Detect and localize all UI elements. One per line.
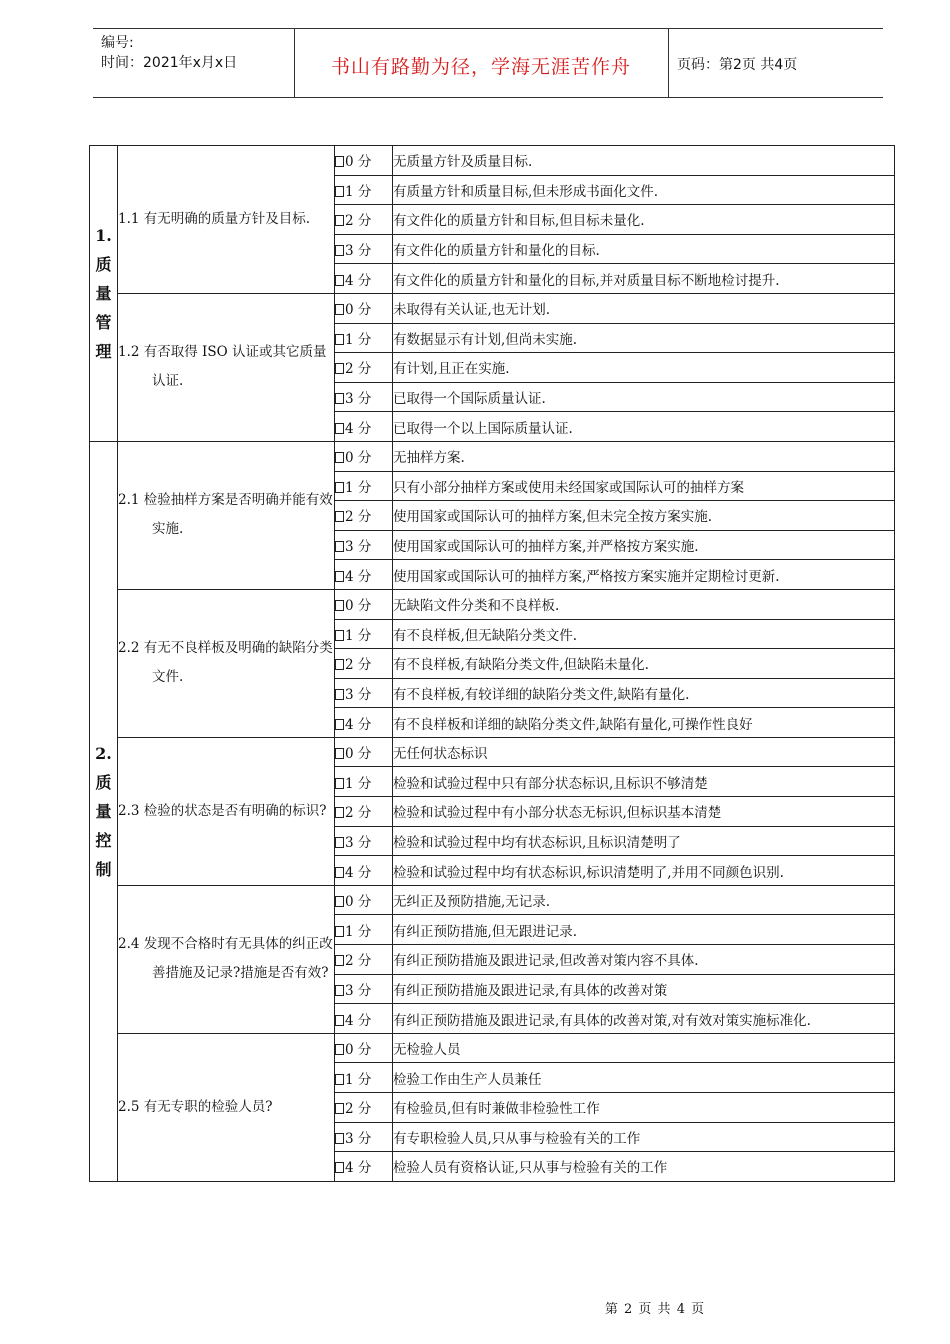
category-label: 2. 质 量 控 制 [95, 743, 112, 879]
criterion-cell [118, 1033, 335, 1181]
table-row [90, 1033, 895, 1063]
criterion-cell [118, 293, 335, 441]
score-label: 1 分 [345, 479, 372, 496]
score-option[interactable] [335, 1122, 393, 1152]
checkbox-icon[interactable] [335, 778, 344, 789]
score-option[interactable] [335, 678, 393, 708]
score-label: 3 分 [345, 243, 372, 260]
table-row [90, 293, 895, 323]
score-label: 2 分 [345, 361, 372, 378]
score-option[interactable] [335, 649, 393, 679]
score-description: 无纠正及预防措施,无记录. [393, 885, 895, 915]
score-option[interactable] [335, 293, 393, 323]
score-option[interactable] [335, 589, 393, 619]
header-divider [668, 29, 669, 97]
header-meta [101, 33, 237, 73]
score-label: 2 分 [345, 657, 372, 674]
score-option[interactable] [335, 737, 393, 767]
checkbox-icon[interactable] [335, 985, 344, 996]
score-description: 使用国家或国际认可的抽样方案,严格按方案实施并定期检讨更新. [393, 560, 895, 590]
checkbox-icon[interactable] [335, 304, 344, 315]
checkbox-icon[interactable] [335, 334, 344, 345]
table-row [90, 885, 895, 915]
table-row [90, 589, 895, 619]
score-option[interactable] [335, 175, 393, 205]
checkbox-icon[interactable] [335, 1044, 344, 1055]
table-row [90, 146, 895, 176]
score-label: 4 分 [345, 272, 372, 289]
checkbox-icon[interactable] [335, 452, 344, 463]
header-time-label: 时间：2021年x月x日 [101, 55, 238, 71]
score-option[interactable] [335, 146, 393, 176]
checkbox-icon[interactable] [335, 393, 344, 404]
score-option[interactable] [335, 856, 393, 886]
score-option[interactable] [335, 797, 393, 827]
category-cell [90, 441, 118, 1181]
score-option[interactable] [335, 708, 393, 738]
score-description: 有不良样板,有较详细的缺陷分类文件,缺陷有量化. [393, 678, 895, 708]
score-description: 使用国家或国际认可的抽样方案,并严格按方案实施. [393, 530, 895, 560]
score-description: 未取得有关认证,也无计划. [393, 293, 895, 323]
score-description: 有检验员,但有时兼做非检验性工作 [393, 1093, 895, 1123]
checkbox-icon[interactable] [335, 719, 344, 730]
score-description: 检验人员有资格认证,只从事与检验有关的工作 [393, 1152, 895, 1182]
score-label: 0 分 [345, 154, 372, 171]
score-label: 2 分 [345, 213, 372, 230]
score-label: 3 分 [345, 982, 372, 999]
score-description: 有文件化的质量方针和量化的目标,并对质量目标不断地检讨提升. [393, 264, 895, 294]
criterion-title: 2.1 检验抽样方案是否明确并能有效实施. [118, 492, 333, 538]
score-option[interactable] [335, 767, 393, 797]
table-row [90, 737, 895, 767]
score-label: 3 分 [345, 539, 372, 556]
score-option[interactable] [335, 560, 393, 590]
checkbox-icon[interactable] [335, 482, 344, 493]
score-label: 2 分 [345, 1101, 372, 1118]
page-header [93, 28, 883, 98]
score-description: 检验和试验过程中只有部分状态标识,且标识不够清楚 [393, 767, 895, 797]
score-description: 有专职检验人员,只从事与检验有关的工作 [393, 1122, 895, 1152]
checkbox-icon[interactable] [335, 1015, 344, 1026]
checkbox-icon[interactable] [335, 363, 344, 374]
score-label: 3 分 [345, 686, 372, 703]
score-description: 有文件化的质量方针和目标,但目标未量化. [393, 205, 895, 235]
criterion-title: 2.4 发现不合格时有无具体的纠正改善措施及记录?措施是否有效? [118, 936, 333, 982]
score-label: 4 分 [345, 420, 372, 437]
score-label: 1 分 [345, 923, 372, 940]
score-label: 0 分 [345, 302, 372, 319]
checkbox-icon[interactable] [335, 689, 344, 700]
score-description: 有不良样板和详细的缺陷分类文件,缺陷有量化,可操作性良好 [393, 708, 895, 738]
score-description: 只有小部分抽样方案或使用未经国家或国际认可的抽样方案 [393, 471, 895, 501]
score-option[interactable] [335, 471, 393, 501]
score-option[interactable] [335, 826, 393, 856]
score-description: 已取得一个国际质量认证. [393, 382, 895, 412]
score-label: 1 分 [345, 331, 372, 348]
checkbox-icon[interactable] [335, 1074, 344, 1085]
score-label: 1 分 [345, 775, 372, 792]
checkbox-icon[interactable] [335, 600, 344, 611]
score-description: 有纠正预防措施,但无跟进记录. [393, 915, 895, 945]
score-label: 0 分 [345, 450, 372, 467]
criterion-cell [118, 441, 335, 589]
score-label: 0 分 [345, 746, 372, 763]
checkbox-icon[interactable] [335, 955, 344, 966]
checkbox-icon[interactable] [335, 867, 344, 878]
score-option[interactable] [335, 974, 393, 1004]
checkbox-icon[interactable] [335, 807, 344, 818]
checkbox-icon[interactable] [335, 215, 344, 226]
header-motto: 书山有路勤为径，学海无涯苦作舟 [330, 56, 631, 78]
checkbox-icon[interactable] [335, 837, 344, 848]
score-description: 已取得一个以上国际质量认证. [393, 412, 895, 442]
score-option[interactable] [335, 1152, 393, 1182]
score-option[interactable] [335, 530, 393, 560]
score-label: 3 分 [345, 1130, 372, 1147]
score-description: 有纠正预防措施及跟进记录,有具体的改善对策 [393, 974, 895, 1004]
criterion-title: 2.5 有无专职的检验人员? [118, 1098, 273, 1115]
criterion-cell [118, 589, 335, 737]
score-description: 有质量方针和质量目标,但未形成书面化文件. [393, 175, 895, 205]
score-label: 4 分 [345, 716, 372, 733]
checkbox-icon[interactable] [335, 926, 344, 937]
header-page-label: 页码：第2页 共4页 [677, 57, 798, 73]
score-label: 4 分 [345, 1160, 372, 1177]
table-row [90, 441, 895, 471]
score-label: 1 分 [345, 627, 372, 644]
checkbox-icon[interactable] [335, 275, 344, 286]
checkbox-icon[interactable] [335, 1162, 344, 1173]
score-description: 无检验人员 [393, 1033, 895, 1063]
score-option[interactable] [335, 1004, 393, 1034]
score-label: 1 分 [345, 1071, 372, 1088]
score-option[interactable] [335, 412, 393, 442]
criterion-cell [118, 146, 335, 294]
category-cell [90, 146, 118, 442]
score-description: 有不良样板,但无缺陷分类文件. [393, 619, 895, 649]
score-description: 有纠正预防措施及跟进记录,有具体的改善对策,对有效对策实施标准化. [393, 1004, 895, 1034]
score-label: 4 分 [345, 568, 372, 585]
criterion-cell [118, 885, 335, 1033]
score-label: 1 分 [345, 183, 372, 200]
score-description: 有纠正预防措施及跟进记录,但改善对策内容不具体. [393, 945, 895, 975]
score-description: 使用国家或国际认可的抽样方案,但未完全按方案实施. [393, 501, 895, 531]
score-option[interactable] [335, 501, 393, 531]
score-option[interactable] [335, 885, 393, 915]
score-description: 有数据显示有计划,但尚未实施. [393, 323, 895, 353]
criterion-cell [118, 737, 335, 885]
score-label: 0 分 [345, 894, 372, 911]
header-number-label: 编号: [101, 35, 134, 51]
checkbox-icon[interactable] [335, 423, 344, 434]
score-label: 2 分 [345, 509, 372, 526]
score-description: 检验和试验过程中均有状态标识,且标识清楚明了 [393, 826, 895, 856]
checkbox-icon[interactable] [335, 630, 344, 641]
score-label: 2 分 [345, 805, 372, 822]
score-label: 4 分 [345, 864, 372, 881]
checkbox-icon[interactable] [335, 511, 344, 522]
score-label: 4 分 [345, 1012, 372, 1029]
score-option[interactable] [335, 264, 393, 294]
score-option[interactable] [335, 441, 393, 471]
score-description: 有计划,且正在实施. [393, 353, 895, 383]
checkbox-icon[interactable] [335, 896, 344, 907]
score-description: 无任何状态标识 [393, 737, 895, 767]
score-label: 2 分 [345, 953, 372, 970]
checkbox-icon[interactable] [335, 186, 344, 197]
checkbox-icon[interactable] [335, 659, 344, 670]
criterion-title: 1.1 有无明确的质量方针及目标. [118, 210, 311, 227]
score-option[interactable] [335, 382, 393, 412]
score-label: 0 分 [345, 1042, 372, 1059]
checkbox-icon[interactable] [335, 1133, 344, 1144]
score-description: 无缺陷文件分类和不良样板. [393, 589, 895, 619]
score-option[interactable] [335, 1063, 393, 1093]
page-footer: 第 2 页 共 4 页 [604, 1302, 706, 1317]
score-option[interactable] [335, 205, 393, 235]
category-label: 1. 质 量 管 理 [95, 225, 112, 361]
checkbox-icon[interactable] [335, 156, 344, 167]
criterion-title: 1.2 有否取得 ISO 认证或其它质量认证. [118, 344, 327, 390]
score-description: 有文件化的质量方针和量化的目标. [393, 234, 895, 264]
score-description: 无质量方针及质量目标. [393, 146, 895, 176]
score-label: 3 分 [345, 391, 372, 408]
score-option[interactable] [335, 915, 393, 945]
score-option[interactable] [335, 353, 393, 383]
score-option[interactable] [335, 1093, 393, 1123]
score-description: 检验工作由生产人员兼任 [393, 1063, 895, 1093]
score-description: 无抽样方案. [393, 441, 895, 471]
score-option[interactable] [335, 234, 393, 264]
score-description: 有不良样板,有缺陷分类文件,但缺陷未量化. [393, 649, 895, 679]
score-option[interactable] [335, 945, 393, 975]
score-description: 检验和试验过程中均有状态标识,标识清楚明了,并用不同颜色识别. [393, 856, 895, 886]
score-description: 检验和试验过程中有小部分状态无标识,但标识基本清楚 [393, 797, 895, 827]
checkbox-icon[interactable] [335, 571, 344, 582]
checkbox-icon[interactable] [335, 541, 344, 552]
score-label: 0 分 [345, 598, 372, 615]
score-option[interactable] [335, 1033, 393, 1063]
score-label: 3 分 [345, 834, 372, 851]
score-option[interactable] [335, 323, 393, 353]
checkbox-icon[interactable] [335, 245, 344, 256]
evaluation-table [89, 145, 895, 1182]
checkbox-icon[interactable] [335, 1103, 344, 1114]
score-option[interactable] [335, 619, 393, 649]
criterion-title: 2.3 检验的状态是否有明确的标识? [118, 802, 327, 819]
checkbox-icon[interactable] [335, 748, 344, 759]
criterion-title: 2.2 有无不良样板及明确的缺陷分类文件. [118, 640, 333, 686]
